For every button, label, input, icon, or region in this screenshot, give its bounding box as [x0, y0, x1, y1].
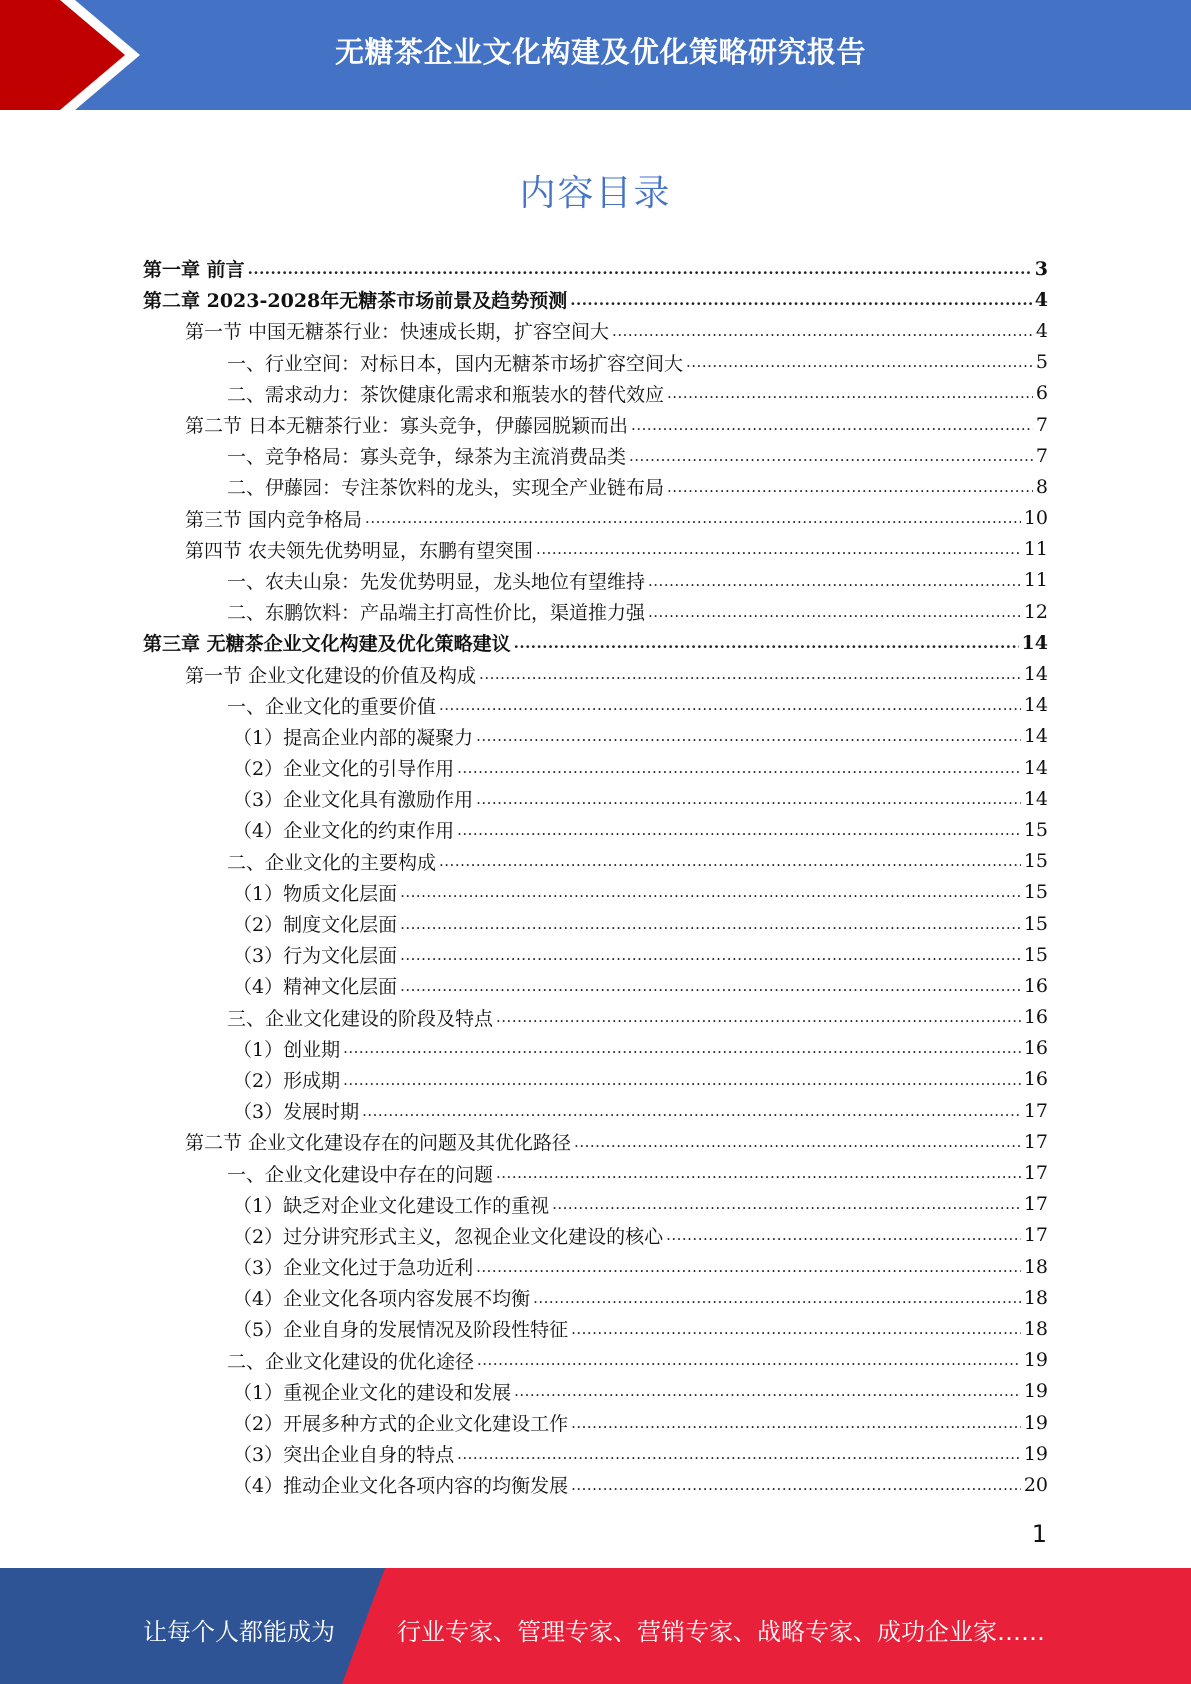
toc-dot-leader — [400, 881, 1021, 903]
toc-dot-leader — [476, 1256, 1021, 1278]
report-header-band — [0, 0, 1191, 110]
toc-entry[interactable] — [143, 1376, 1048, 1407]
toc-entry-page-number: 17 — [1023, 1224, 1048, 1247]
toc-entry-label: 二、东鹏饮料：产品端主打高性价比，渠道推力强 — [227, 602, 646, 625]
toc-dot-leader — [496, 1162, 1021, 1184]
toc-dot-leader — [514, 1380, 1021, 1402]
toc-entry-label: 第一章 前言 — [143, 259, 245, 282]
toc-entry[interactable] — [143, 877, 1048, 908]
toc-entry[interactable] — [143, 1220, 1048, 1251]
toc-entry-label: （1）物质文化层面 — [233, 882, 398, 905]
toc-entry-page-number: 16 — [1023, 974, 1048, 997]
toc-entry-label: 第一节 企业文化建设的价值及构成 — [185, 664, 477, 687]
toc-entry-label: （4）推动企业文化各项内容的均衡发展 — [233, 1475, 569, 1498]
toc-entry-page-number: 16 — [1023, 1006, 1048, 1029]
toc-entry[interactable] — [143, 1033, 1048, 1064]
toc-entry-label: （2）过分讲究形式主义，忽视企业文化建设的核心 — [233, 1225, 664, 1248]
table-of-contents — [143, 253, 1048, 1501]
toc-entry-page-number: 17 — [1023, 1193, 1048, 1216]
toc-entry-page-number: 15 — [1023, 818, 1048, 841]
toc-entry[interactable] — [143, 471, 1048, 502]
toc-entry-page-number: 15 — [1023, 881, 1048, 904]
toc-entry-page-number: 15 — [1023, 943, 1048, 966]
toc-entry-label: （3）发展时期 — [233, 1101, 360, 1124]
toc-entry-label: 三、企业文化建设的阶段及特点 — [227, 1007, 494, 1030]
toc-entry-page-number: 12 — [1023, 600, 1048, 623]
toc-entry[interactable] — [143, 253, 1048, 284]
toc-entry-label: （3）企业文化过于急功近利 — [233, 1257, 474, 1280]
toc-entry[interactable] — [143, 409, 1048, 440]
toc-entry-label: 一、竞争格局：寡头竞争，绿茶为主流消费品类 — [227, 446, 627, 469]
toc-entry-page-number: 14 — [1023, 663, 1048, 686]
toc-entry[interactable] — [143, 1064, 1048, 1095]
footer-slogan-left: 让每个人都能成为 — [143, 1618, 335, 1646]
toc-dot-leader — [552, 1193, 1021, 1215]
toc-entry-label: 一、企业文化建设中存在的问题 — [227, 1163, 494, 1186]
toc-entry-page-number: 6 — [1035, 382, 1048, 405]
toc-entry-label: （3）突出企业自身的特点 — [233, 1444, 455, 1467]
toc-dot-leader — [457, 819, 1021, 841]
toc-dot-leader — [533, 1287, 1021, 1309]
toc-entry-label: （1）重视企业文化的建设和发展 — [233, 1381, 512, 1404]
toc-entry-label: （3）企业文化具有激励作用 — [233, 789, 474, 812]
toc-entry-label: 第二节 企业文化建设存在的问题及其优化路径 — [185, 1132, 572, 1155]
toc-entry-label: 二、需求动力：茶饮健康化需求和瓶装水的替代效应 — [227, 383, 665, 406]
toc-entry[interactable] — [143, 1313, 1048, 1344]
toc-dot-leader — [570, 289, 1032, 311]
toc-entry[interactable] — [143, 1002, 1048, 1033]
toc-dot-leader — [248, 258, 1032, 280]
toc-entry[interactable] — [143, 284, 1048, 315]
page-number: 1 — [1031, 1520, 1047, 1548]
toc-entry-page-number: 16 — [1023, 1068, 1048, 1091]
toc-dot-leader — [400, 944, 1021, 966]
toc-entry[interactable] — [143, 440, 1048, 471]
toc-entry-page-number: 19 — [1023, 1349, 1048, 1372]
toc-entry[interactable] — [143, 1126, 1048, 1157]
toc-entry-label: 一、企业文化的重要价值 — [227, 695, 437, 718]
toc-dot-leader — [362, 1100, 1021, 1122]
toc-entry[interactable] — [143, 721, 1048, 752]
toc-entry-page-number: 14 — [1021, 631, 1048, 654]
toc-entry-page-number: 7 — [1035, 413, 1048, 436]
toc-dot-leader — [667, 382, 1033, 404]
toc-entry[interactable] — [143, 1095, 1048, 1126]
toc-entry-page-number: 18 — [1023, 1286, 1048, 1309]
toc-dot-leader — [612, 320, 1033, 342]
toc-dot-leader — [631, 414, 1033, 436]
toc-entry[interactable] — [143, 503, 1048, 534]
toc-entry-page-number: 14 — [1023, 694, 1048, 717]
toc-entry-page-number: 3 — [1034, 257, 1048, 280]
toc-entry-label: 二、企业文化的主要构成 — [227, 851, 437, 874]
toc-entry-page-number: 10 — [1023, 507, 1048, 530]
toc-dot-leader — [476, 725, 1021, 747]
toc-entry[interactable] — [143, 1189, 1048, 1220]
toc-heading: 内容目录 — [519, 173, 672, 214]
toc-entry-page-number: 18 — [1023, 1255, 1048, 1278]
toc-entry-label: 一、农夫山泉：先发优势明显，龙头地位有望维持 — [227, 570, 646, 593]
toc-entry-page-number: 19 — [1023, 1411, 1048, 1434]
toc-entry[interactable] — [143, 378, 1048, 409]
toc-dot-leader — [686, 351, 1033, 373]
toc-entry-page-number: 17 — [1023, 1130, 1048, 1153]
toc-entry[interactable] — [143, 1407, 1048, 1438]
toc-entry-page-number: 18 — [1023, 1317, 1048, 1340]
toc-entry[interactable] — [143, 939, 1048, 970]
toc-dot-leader — [477, 1349, 1021, 1371]
toc-entry-page-number: 14 — [1023, 756, 1048, 779]
toc-entry[interactable] — [143, 1345, 1048, 1376]
toc-entry[interactable] — [143, 1438, 1048, 1469]
toc-dot-leader — [571, 1318, 1021, 1340]
toc-entry-label: 二、企业文化建设的优化途径 — [227, 1350, 475, 1373]
toc-entry[interactable] — [143, 783, 1048, 814]
toc-entry-label: （4）企业文化的约束作用 — [233, 820, 455, 843]
toc-entry-page-number: 17 — [1023, 1162, 1048, 1185]
toc-dot-leader — [343, 1037, 1021, 1059]
toc-entry-page-number: 11 — [1023, 538, 1048, 561]
toc-entry[interactable] — [143, 908, 1048, 939]
toc-entry-page-number: 16 — [1023, 1037, 1048, 1060]
toc-entry-page-number: 8 — [1035, 475, 1048, 498]
toc-dot-leader — [629, 445, 1033, 467]
toc-dot-leader — [571, 1474, 1021, 1496]
toc-entry-label: 第三节 国内竞争格局 — [185, 508, 363, 531]
toc-entry-label: （2）企业文化的引导作用 — [233, 758, 455, 781]
toc-dot-leader — [514, 632, 1019, 654]
toc-entry[interactable] — [143, 565, 1048, 596]
toc-dot-leader — [574, 1131, 1021, 1153]
toc-entry-label: （3）行为文化层面 — [233, 945, 398, 968]
toc-dot-leader — [667, 476, 1033, 498]
toc-entry-page-number: 17 — [1023, 1099, 1048, 1122]
toc-dot-leader — [666, 1224, 1021, 1246]
toc-entry-page-number: 14 — [1023, 787, 1048, 810]
toc-entry-page-number: 11 — [1023, 569, 1048, 592]
toc-dot-leader — [476, 788, 1021, 810]
toc-entry-page-number: 15 — [1023, 850, 1048, 873]
toc-entry[interactable] — [143, 814, 1048, 845]
toc-entry-page-number: 14 — [1023, 725, 1048, 748]
toc-entry[interactable] — [143, 315, 1048, 346]
toc-entry-label: （2）形成期 — [233, 1069, 341, 1092]
toc-entry-page-number: 19 — [1023, 1380, 1048, 1403]
toc-entry[interactable] — [143, 1157, 1048, 1188]
toc-entry-label: （5）企业自身的发展情况及阶段性特征 — [233, 1319, 569, 1342]
toc-dot-leader — [400, 975, 1021, 997]
toc-dot-leader — [439, 850, 1021, 872]
toc-entry[interactable] — [143, 1469, 1048, 1500]
toc-entry-label: 第二节 日本无糖茶行业：寡头竞争，伊藤园脱颖而出 — [185, 415, 629, 438]
toc-dot-leader — [400, 913, 1021, 935]
toc-entry-label: 第二章 2023-2028年无糖茶市场前景及趋势预测 — [143, 290, 568, 313]
toc-entry[interactable] — [143, 752, 1048, 783]
toc-dot-leader — [571, 1412, 1021, 1434]
toc-dot-leader — [648, 601, 1021, 623]
toc-entry-page-number: 15 — [1023, 912, 1048, 935]
toc-entry[interactable] — [143, 846, 1048, 877]
toc-entry[interactable] — [143, 596, 1048, 627]
toc-entry-page-number: 19 — [1023, 1442, 1048, 1465]
toc-dot-leader — [479, 663, 1021, 685]
toc-entry[interactable] — [143, 1282, 1048, 1313]
toc-dot-leader — [496, 1006, 1021, 1028]
toc-entry-label: （1）创业期 — [233, 1038, 341, 1061]
toc-entry-label: （2）制度文化层面 — [233, 914, 398, 937]
footer-band — [0, 1568, 1191, 1684]
toc-dot-leader — [343, 1069, 1021, 1091]
toc-dot-leader — [365, 507, 1021, 529]
toc-entry-label: 第三章 无糖茶企业文化构建及优化策略建议 — [143, 633, 511, 656]
toc-entry-page-number: 5 — [1035, 351, 1048, 374]
toc-dot-leader — [457, 1443, 1021, 1465]
toc-dot-leader — [536, 538, 1021, 560]
toc-dot-leader — [439, 694, 1021, 716]
toc-entry-label: （4）企业文化各项内容发展不均衡 — [233, 1288, 531, 1311]
toc-entry-label: （2）开展多种方式的企业文化建设工作 — [233, 1413, 569, 1436]
report-title: 无糖茶企业文化构建及优化策略研究报告 — [334, 35, 866, 69]
toc-entry-label: 一、行业空间：对标日本，国内无糖茶市场扩容空间大 — [227, 352, 684, 375]
toc-entry-page-number: 4 — [1035, 319, 1048, 342]
toc-entry[interactable] — [143, 627, 1048, 658]
toc-entry[interactable] — [143, 534, 1048, 565]
toc-entry[interactable] — [143, 970, 1048, 1001]
toc-entry[interactable] — [143, 1251, 1048, 1282]
toc-dot-leader — [457, 757, 1021, 779]
toc-entry-label: 第四节 农夫领先优势明显，东鹏有望突围 — [185, 539, 534, 562]
toc-entry[interactable] — [143, 658, 1048, 689]
toc-entry-page-number: 4 — [1034, 288, 1048, 311]
toc-entry-page-number: 20 — [1023, 1473, 1048, 1496]
toc-entry-label: 第一节 中国无糖茶行业：快速成长期，扩容空间大 — [185, 321, 610, 344]
toc-dot-leader — [648, 570, 1021, 592]
toc-entry-label: （4）精神文化层面 — [233, 976, 398, 999]
toc-entry-label: （1）提高企业内部的凝聚力 — [233, 726, 474, 749]
toc-entry[interactable] — [143, 690, 1048, 721]
footer-slogan-right: 行业专家、管理专家、营销专家、战略专家、成功企业家…… — [397, 1618, 1045, 1646]
toc-entry-page-number: 7 — [1035, 444, 1048, 467]
toc-entry-label: （1）缺乏对企业文化建设工作的重视 — [233, 1194, 550, 1217]
toc-entry[interactable] — [143, 347, 1048, 378]
toc-entry-label: 二、伊藤园：专注茶饮料的龙头，实现全产业链布局 — [227, 477, 665, 500]
